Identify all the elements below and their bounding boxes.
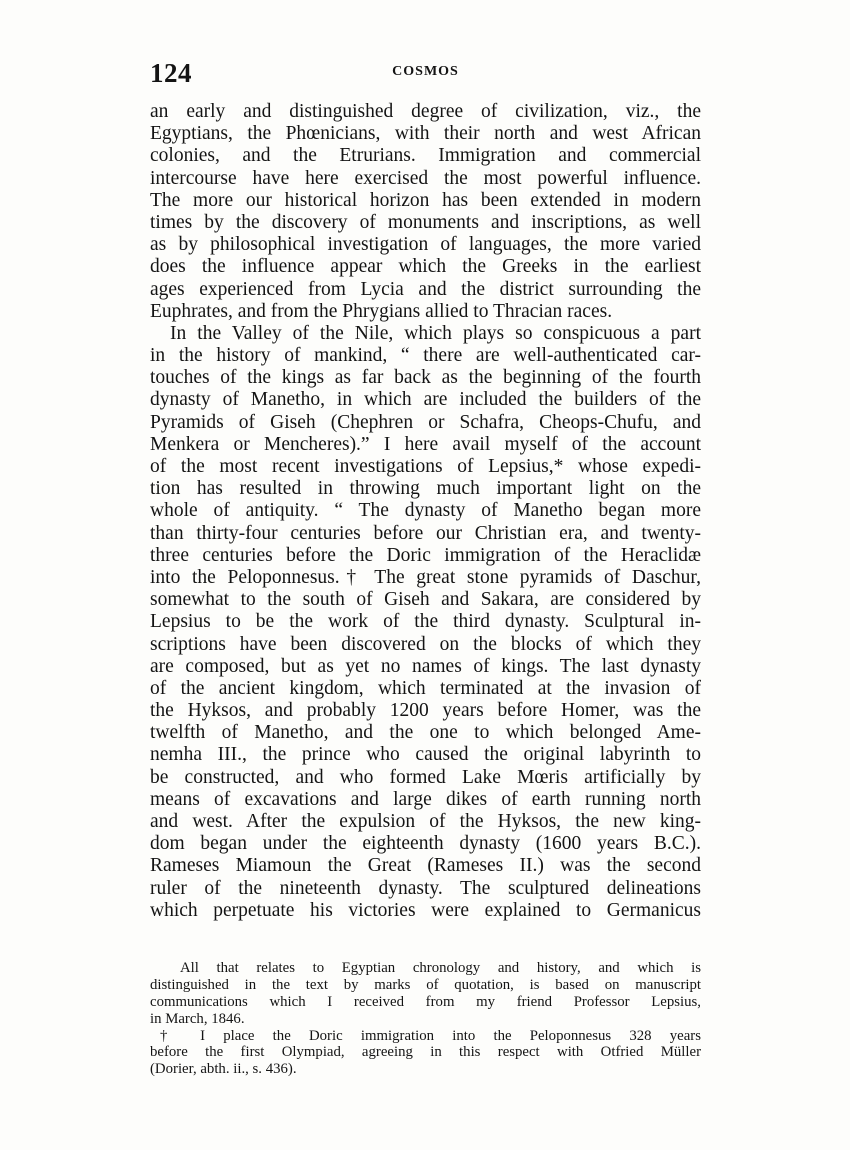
text-line: dom began under the eighteenth dynasty (1600 years B.C.).	[150, 833, 701, 855]
text-line: twelfth of Manetho, and the one to which belonged Ame-	[150, 722, 701, 744]
text-line: ages experienced from Lycia and the district surrounding the	[150, 278, 701, 300]
page-header	[150, 58, 701, 88]
text-line: Euphrates, and from the Phrygians allied to Thracian races.	[150, 300, 613, 322]
footnote-line: in March, 1846.	[150, 1010, 245, 1027]
text-line: three centuries before the Doric immigration of the Heraclidæ	[150, 544, 701, 566]
text-line: does the influence appear which the Greeks in the earliest	[150, 256, 701, 278]
text-line: Rameses Miamoun the Great (Rameses II.) was the second	[150, 855, 701, 877]
text-line: as by philosophical investigation of languages, the more varied	[150, 234, 701, 256]
text-line: whole of antiquity. “ The dynasty of Manetho began more	[150, 500, 701, 522]
footnote-line: All that relates to Egyptian chronology and history, and which is	[180, 960, 701, 976]
text-line: are composed, but as yet no names of kings. The last dynasty	[150, 655, 701, 677]
text-line: and west. After the expulsion of the Hyksos, the new king-	[150, 811, 701, 832]
text-line: of the ancient kingdom, which terminated at the invasion of	[150, 677, 701, 699]
text-line: scriptions have been discovered on the blocks of which they	[150, 633, 701, 655]
footnote-line: communications which I received from my friend Professor Lepsius,	[150, 993, 701, 1010]
text-line: Pyramids of Giseh (Chephren or Schafra, Cheops-Chufu, and	[150, 411, 701, 433]
text-line: touches of the kings as far back as the beginning of the fourth	[150, 367, 701, 389]
footnote-line: (Dorier, abth. ii., s. 436).	[150, 1061, 297, 1078]
text-line: means of excavations and large dikes of earth running north	[150, 788, 701, 810]
text-line: an early and distinguished degree of civilization, viz., the	[150, 101, 701, 122]
text-line: Lepsius to be the work of the third dynasty. Sculptural in-	[150, 611, 701, 633]
footnote-line: distinguished in the text by marks of quotation, is based on manuscript	[150, 976, 701, 993]
text-line: dynasty of Manetho, in which are included the builders of the	[150, 389, 701, 411]
body-text	[150, 101, 701, 922]
text-line: Menkera or Mencheres).” I here avail myself of the account	[150, 433, 701, 455]
text-line: somewhat to the south of Giseh and Sakara, are considered by	[150, 589, 701, 611]
text-line: colonies, and the Etrurians. Immigration and commercial	[150, 145, 701, 167]
text-line: times by the discovery of monuments and inscriptions, as well	[150, 211, 701, 233]
text-line: be constructed, and who formed Lake Mœris artificially by	[150, 766, 701, 788]
text-line: Egyptians, the Phœnicians, with their north and west African	[150, 123, 701, 145]
text-line: of the most recent investigations of Lepsius,* whose expedi-	[150, 456, 701, 477]
running-head: COSMOS	[392, 64, 459, 79]
text-line: ruler of the nineteenth dynasty. The sculptured delineations	[150, 877, 701, 899]
text-line: intercourse have here exercised the most powerful influence.	[150, 167, 701, 189]
text-line: the Hyksos, and probably 1200 years before Homer, was the	[150, 700, 701, 722]
text-line: in the history of mankind, “ there are well-authenticated car-	[150, 345, 701, 367]
text-line: which perpetuate his victories were explained to Germanicus	[150, 899, 701, 921]
text-line: into the Peloponnesus.† The great stone pyramids of Daschur,	[150, 566, 701, 588]
footnote-line: before the first Olympiad, agreeing in this respect with Otfried Müller	[150, 1044, 701, 1061]
footnote-line: † I place the Doric immigration into the Peloponnesus 328 years	[160, 1027, 701, 1044]
text-line: In the Valley of the Nile, which plays so conspicuous a part	[170, 322, 701, 344]
text-line: than thirty-four centuries before our Christian era, and twenty-	[150, 522, 701, 544]
page-number: 124	[150, 58, 192, 88]
text-line: tion has resulted in throwing much important light on the	[150, 478, 701, 500]
text-line: nemha III., the prince who caused the original labyrinth to	[150, 744, 701, 766]
footnotes	[150, 960, 701, 1078]
text-line: The more our historical horizon has been extended in modern	[150, 189, 701, 211]
